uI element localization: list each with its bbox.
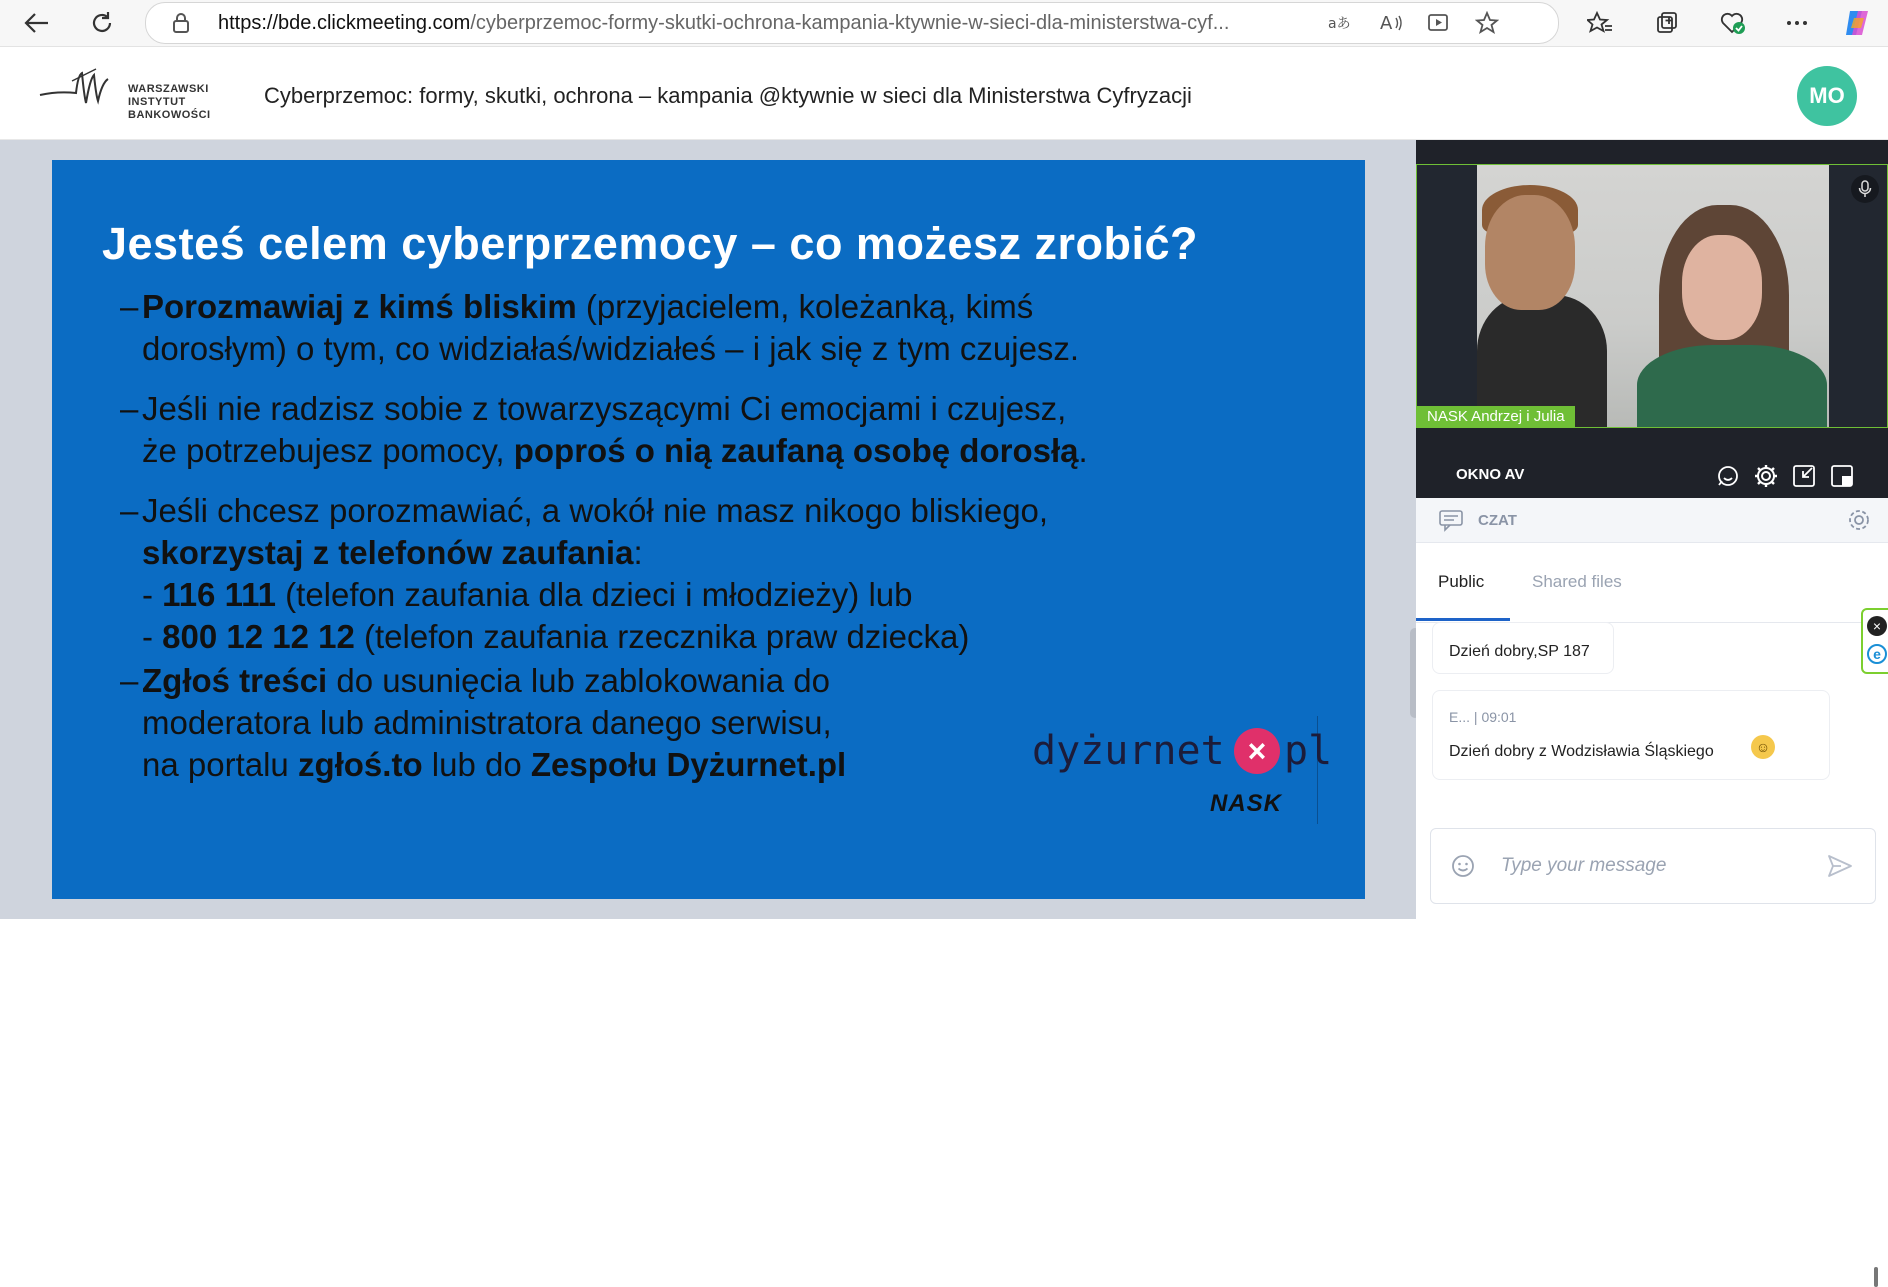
participant-name-label: NASK Andrzej i Julia <box>1417 406 1575 428</box>
message-meta: E... | 09:01 <box>1449 709 1517 725</box>
video-area <box>1416 140 1888 498</box>
dyzurnet-logo: dyżurnet × pl NASK <box>1032 728 1333 817</box>
chat-scrollbar[interactable] <box>1874 1267 1878 1287</box>
copilot-icon[interactable] <box>1840 6 1874 40</box>
send-icon[interactable] <box>1825 851 1855 881</box>
message-composer <box>1430 828 1876 904</box>
microphone-icon[interactable] <box>1851 175 1879 203</box>
translate-icon[interactable] <box>1324 9 1354 37</box>
smile-emoji-icon: ☺ <box>1751 735 1775 759</box>
emoji-picker-icon[interactable] <box>1449 852 1477 880</box>
settings-gear-icon[interactable] <box>1752 462 1780 490</box>
back-icon[interactable] <box>20 6 54 40</box>
active-tab-indicator <box>1416 618 1510 621</box>
av-panel-title: OKNO AV <box>1456 466 1525 483</box>
browser-toolbar <box>0 0 1888 47</box>
right-panel <box>1416 140 1888 919</box>
av-toolbar <box>1416 440 1888 498</box>
avatar[interactable]: MO <box>1797 66 1857 126</box>
chat-message <box>1432 622 1614 674</box>
chat-header <box>1416 498 1888 543</box>
favorite-star-icon[interactable] <box>1472 9 1502 37</box>
popout-icon[interactable] <box>1828 462 1856 490</box>
page-title: Cyberprzemoc: formy, skutki, ochrona – kampania @ktywnie w sieci dla Ministerstwa Cyfryzacji <box>264 83 1192 108</box>
svg-text:aあ: aあ <box>1328 16 1351 32</box>
presentation-slide: Jesteś celem cyberprzemocy – co możesz zrobić? – Porozmawiaj z kimś bliskim (przyjacielem, koleżanką, kimś dorosłym) o tym, co widziałaś/widziałeś – i jak się z tym czujesz. – Jeśli nie radzisz sobie z towarzyszącymi Ci emocjami i czujesz, że potrzebujesz pomocy, poproś o nią zaufaną osobę dorosłą. – Jeśli chcesz porozmawiać, a wokół nie masz nikogo bliskiego, skorzystaj z telefonów zaufania: - 116 111 (telefon zaufania dla dzieci i młodzieży) lub - 800 12 12 12 (telefon zaufania rzecznika praw dziecka) – Zgłoś treści do usunięcia lub zablokowania do moderatora lub administratora danego serwisu, na portalu zgłoś.to lub do Zespołu Dyżurnet.pl dyżurnet × pl NASK <box>52 160 1365 899</box>
read-aloud-icon[interactable] <box>1376 9 1406 37</box>
collections-icon[interactable] <box>1650 6 1684 40</box>
dyzurnet-x-icon: × <box>1234 728 1280 774</box>
lock-icon[interactable] <box>166 9 196 37</box>
chat-tabs <box>1416 542 1888 623</box>
message-text: Dzień dobry,SP 187 <box>1449 643 1590 660</box>
wib-signature-icon <box>38 65 118 123</box>
media-icon[interactable] <box>1424 9 1454 37</box>
nask-logo: NASK <box>1210 790 1283 817</box>
svg-text:A: A <box>1380 13 1393 34</box>
tab-public[interactable]: Public <box>1438 572 1485 591</box>
chat-message <box>1432 690 1830 780</box>
more-icon[interactable] <box>1780 6 1814 40</box>
slide-title: Jesteś celem cyberprzemocy – co możesz zrobić? <box>102 218 1198 269</box>
browser-essentials-icon[interactable] <box>1716 6 1750 40</box>
url-text[interactable]: https://bde.clickmeeting.com/cyberprzemoc-formy-skutki-ochrona-kampania-ktywnie-w-sieci-dla-ministerstwa-cyf... <box>218 12 1230 34</box>
widget-close-icon[interactable]: × <box>1867 616 1887 636</box>
video-feed <box>1477 165 1829 427</box>
participant-video[interactable] <box>1416 164 1888 428</box>
message-text: Dzień dobry z Wodzisławia Śląskiego <box>1449 743 1714 760</box>
minimize-video-icon[interactable] <box>1790 462 1818 490</box>
chat-icon <box>1438 508 1464 532</box>
logo-text: WARSZAWSKI INSTYTUT BANKOWOŚCI <box>128 83 211 121</box>
presentation-stage <box>0 140 1416 919</box>
side-widget <box>1861 608 1888 674</box>
refresh-icon[interactable] <box>85 6 119 40</box>
favorites-icon[interactable] <box>1583 6 1617 40</box>
message-input[interactable] <box>1499 849 1803 883</box>
chat-messages <box>1416 622 1888 842</box>
widget-e-icon[interactable]: e <box>1867 644 1887 664</box>
reactions-icon[interactable] <box>1714 462 1742 490</box>
chat-title: CZAT <box>1478 512 1517 529</box>
tab-shared-files[interactable]: Shared files <box>1532 572 1622 591</box>
address-bar[interactable] <box>145 2 1559 44</box>
wib-logo[interactable] <box>38 65 213 123</box>
app-header <box>0 47 1888 140</box>
chat-settings-icon[interactable] <box>1846 507 1872 533</box>
